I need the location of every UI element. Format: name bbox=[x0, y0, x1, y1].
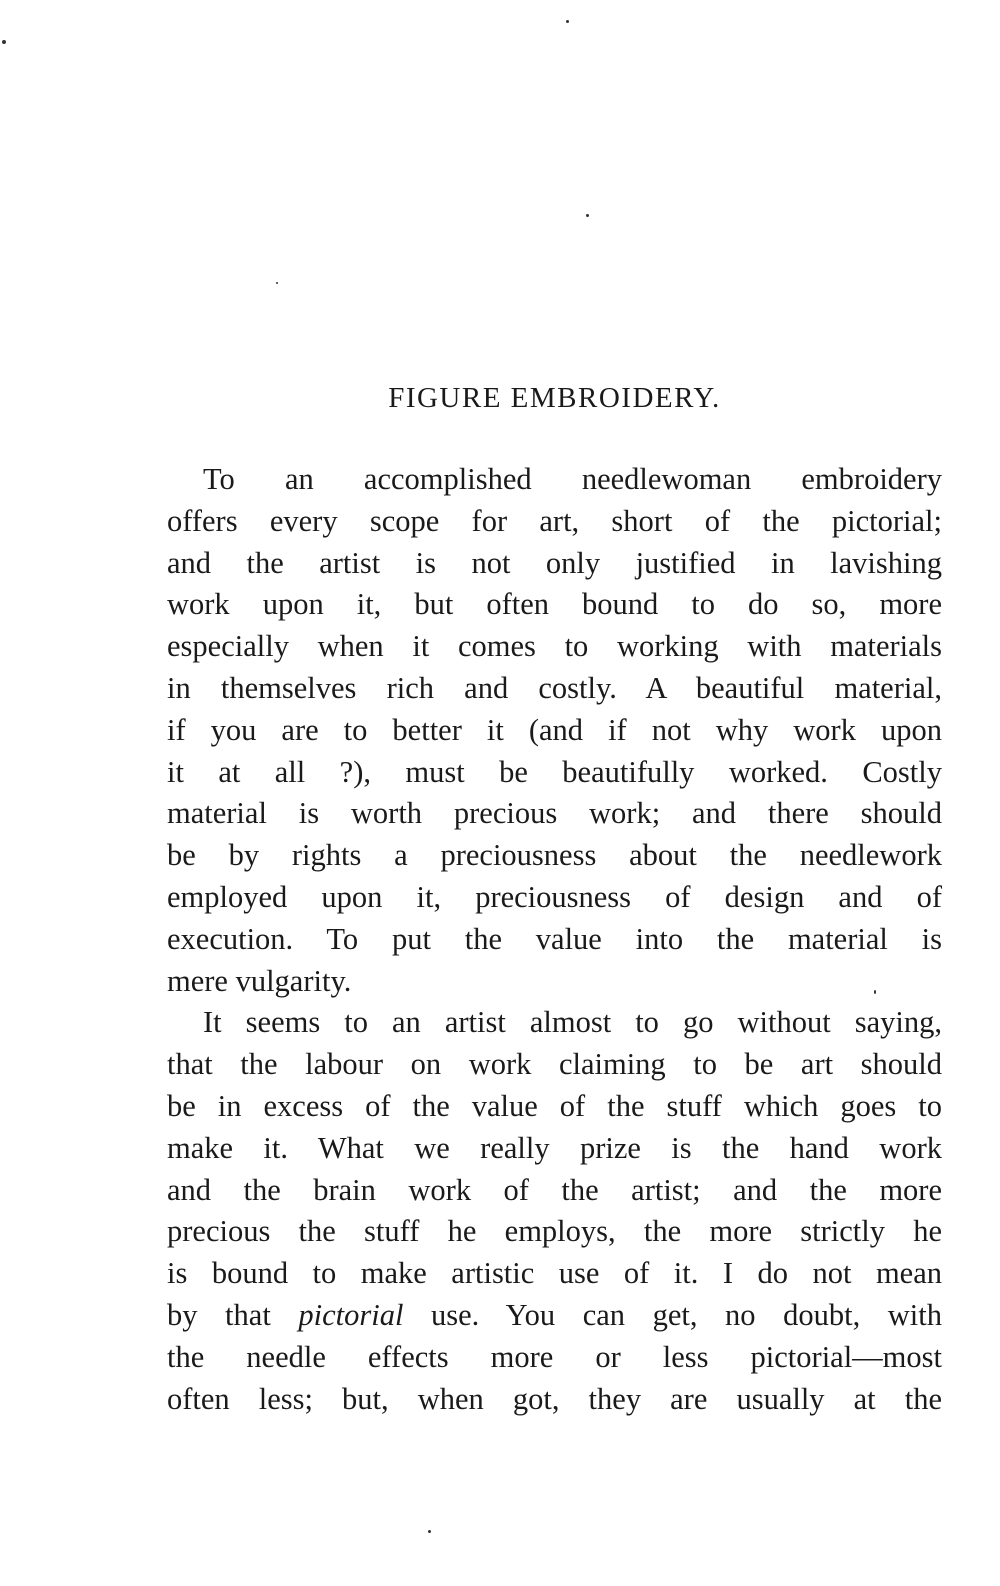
scan-speck bbox=[428, 1530, 431, 1533]
text-line: execution. To put the value into the material is bbox=[167, 921, 942, 956]
body-text bbox=[167, 459, 942, 1420]
text-line: it at all ?), must be beautifully worked. Costly bbox=[167, 754, 942, 789]
scan-speck bbox=[874, 990, 876, 994]
text-line: offers every scope for art, short of the pictorial; bbox=[167, 503, 942, 538]
scan-speck bbox=[586, 214, 589, 217]
text-line: the needle effects more or less pictorial—most bbox=[167, 1339, 942, 1374]
text-line: and the artist is not only justified in lavishing bbox=[167, 545, 942, 580]
page-title: FIGURE EMBROIDERY. bbox=[388, 382, 721, 414]
text-line: be by rights a preciousness about the needlework bbox=[167, 838, 942, 873]
text-segment: use. You can get, no doubt, with bbox=[403, 1297, 942, 1332]
text-line: make it. What we really prize is the hand work bbox=[167, 1130, 942, 1165]
text-line: work upon it, but often bound to do so, more bbox=[167, 587, 942, 622]
text-line: mere vulgarity. bbox=[167, 963, 352, 998]
scan-speck bbox=[566, 20, 569, 23]
text-line: in themselves rich and costly. A beautiful material, bbox=[167, 670, 942, 705]
text-line bbox=[167, 1295, 942, 1337]
text-line: often less; but, when got, they are usually at the bbox=[167, 1381, 942, 1416]
text-line: employed upon it, preciousness of design and of bbox=[167, 879, 942, 914]
text-line: precious the stuff he employs, the more strictly he bbox=[167, 1214, 942, 1249]
scan-speck bbox=[2, 40, 6, 44]
scan-speck bbox=[276, 282, 278, 284]
text-line: and the brain work of the artist; and the more bbox=[167, 1172, 942, 1207]
text-line: be in excess of the value of the stuff which goes to bbox=[167, 1088, 942, 1123]
text-line: material is worth precious work; and there should bbox=[167, 796, 942, 831]
text-line: if you are to better it (and if not why work upon bbox=[167, 712, 942, 747]
text-line: especially when it comes to working with materials bbox=[167, 629, 942, 664]
italic-word: pictorial bbox=[298, 1297, 404, 1332]
text-line: that the labour on work claiming to be art should bbox=[167, 1047, 942, 1082]
text-line: It seems to an artist almost to go without saying, bbox=[203, 1005, 942, 1040]
text-line: is bound to make artistic use of it. I do not mean bbox=[167, 1256, 942, 1291]
text-segment: by that bbox=[167, 1297, 299, 1332]
text-line: To an accomplished needlewoman embroidery bbox=[203, 462, 942, 496]
